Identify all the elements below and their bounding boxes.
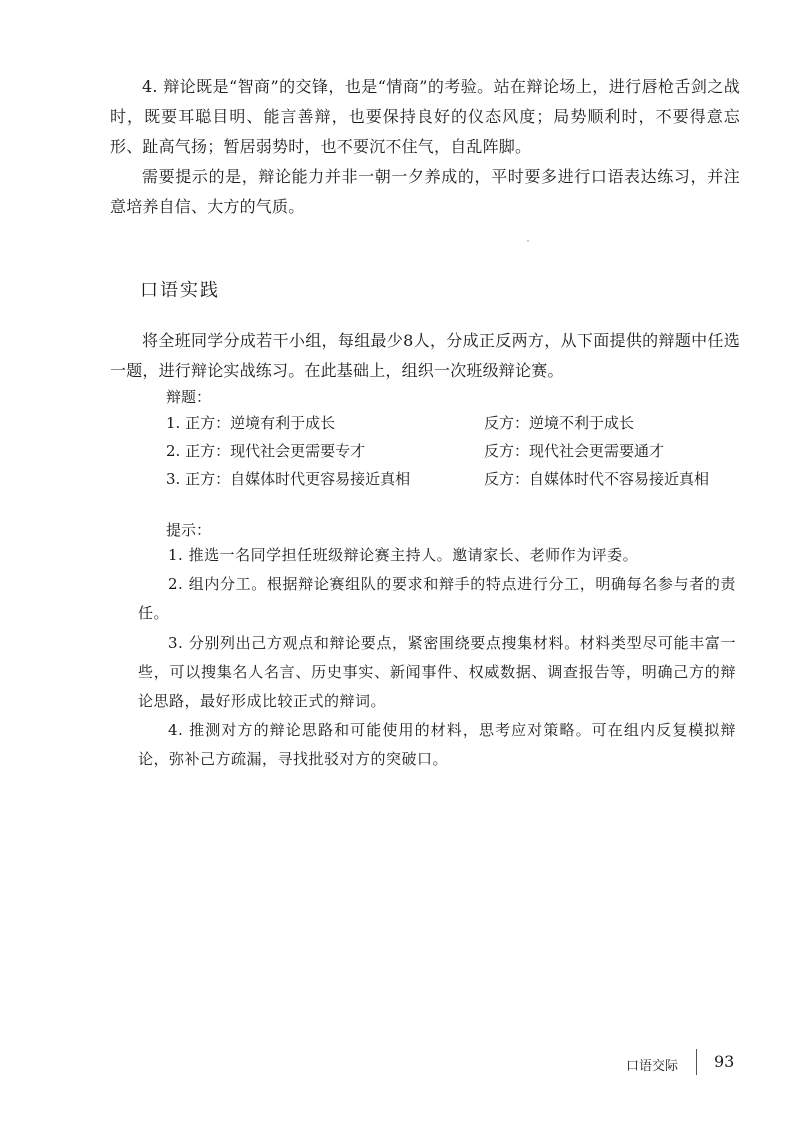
topic-con: 反方：自媒体时代不容易接近真相 [484,470,710,488]
topic-pro: 1. 正方：逆境有利于成长 [166,414,336,432]
tips-label: 提示： [166,521,212,539]
tip-item: 2. 组内分工。根据辩论赛组队的要求和辩手的特点进行分工，明确每名参与者的责任。 [138,575,736,622]
section-title: 口语实践 [140,280,220,301]
tip-item: 1. 推选一名同学担任班级辩论赛主持人。邀请家长、老师作为评委。 [168,546,639,564]
footer-divider [696,1049,697,1075]
debate-point-4: 4. 辩论既是“智商”的交锋，也是“情商”的考验。站在辩论场上，进行唇枪舌剑之战时，既要耳聪目明、能言善辩，也要保持良好的仪态风度；局势顺利时，不要得意忘形、趾高气扬；暂居弱势时，也不要沉不住气，自乱阵脚。 [110,77,740,156]
topic-con: 反方：现代社会更需要通才 [484,442,665,460]
scan-speck [527,240,529,242]
topic-pro: 2. 正方：现代社会更需要专才 [166,442,366,460]
practice-note: 需要提示的是，辩论能力并非一朝一夕养成的，平时要多进行口语表达练习，并注意培养自信、大方的气质。 [110,167,740,216]
tip-item: 3. 分别列出己方观点和辩论要点，紧密围绕要点搜集材料。材料类型尽可能丰富一些，可以搜集名人名言、历史事实、新闻事件、权威数据、调查报告等，明确己方的辩论思路，最好形成比较正式的辩词。 [138,634,736,710]
topics-label: 辩题： [166,388,212,406]
footer-section-name: 口语交际 [625,1059,678,1074]
practice-instruction: 将全班同学分成若干小组，每组最少8人，分成正反两方，从下面提供的辩题中任选一题，进行辩论实战练习。在此基础上，组织一次班级辩论赛。 [110,331,740,380]
topic-row [166,468,746,496]
topic-pro: 3. 正方：自媒体时代更容易接近真相 [166,470,411,488]
topic-row [166,412,746,440]
tip-item: 4. 推测对方的辩论思路和可能使用的材料，思考应对策略。可在组内反复模拟辩论，弥补己方疏漏，寻找批驳对方的突破口。 [138,721,736,768]
topic-con: 反方：逆境不利于成长 [484,414,635,432]
page-number: 93 [714,1052,735,1071]
page-footer [0,1049,800,1079]
topic-row [166,440,746,468]
